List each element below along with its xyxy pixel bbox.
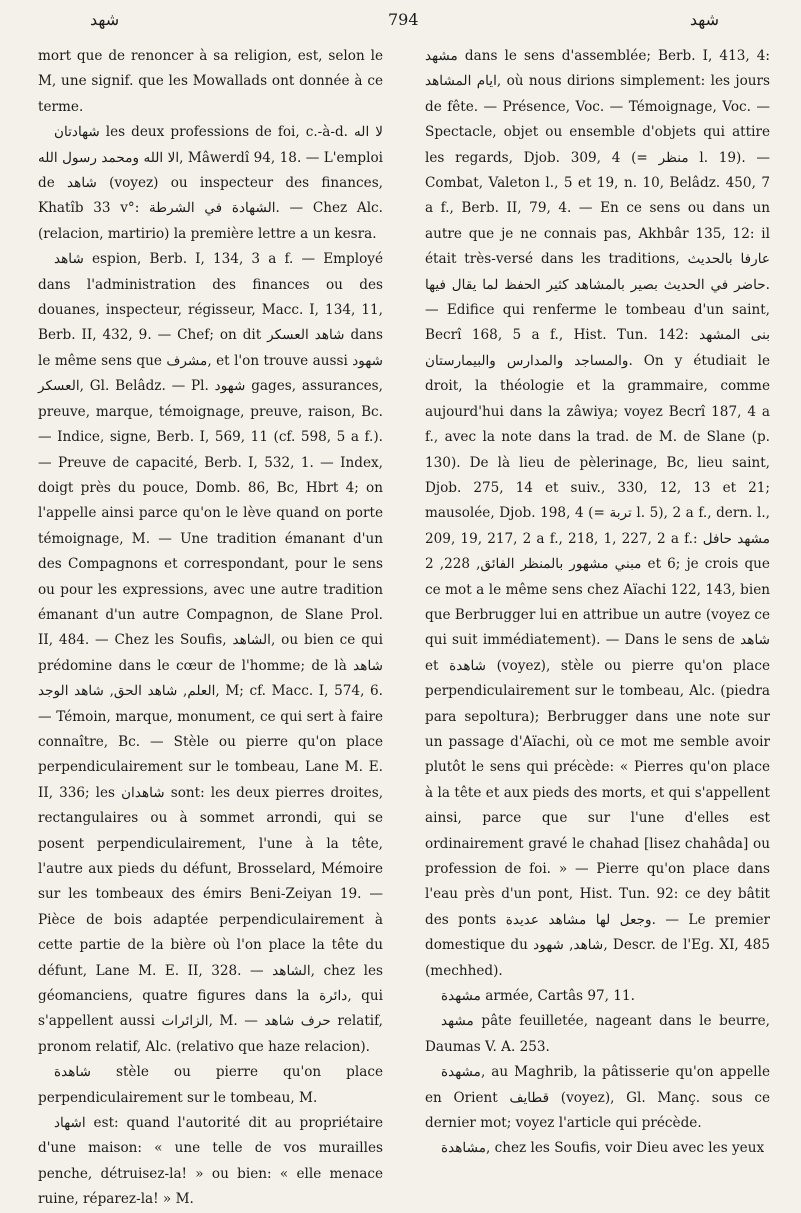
paragraph: مشاهدة, chez les Soufis, voir Dieu avec les yeux bbox=[441, 1140, 765, 1157]
right-column bbox=[425, 44, 771, 1157]
paragraph: mort que de renoncer à sa religion, est, selon le M, une signif. que les Mowallads ont donnée à ce terme. bbox=[38, 48, 383, 115]
headword-right: شهد bbox=[689, 10, 719, 29]
paragraph: مشهدة, au Maghrib, la pâtisserie qu'on appelle en Orient قطايف (voyez), Gl. Manç. sous ce dernier mot; voyez l'article qui précède. bbox=[425, 1064, 770, 1132]
paragraph: شاهد espion, Berb. I, 134, 3 a f. — Employé dans l'administration des finances ou des douanes, inspecteur, régisseur, Macc. I, 134, 11, Berb. II, 432, 9. — Chef; on dit شاهد العسكر dans le même sens que مشرف, et l'on trouve aussi شهود العسكر, Gl. Belâdz. — Pl. شهود gages, assurances, preuve, marque, témoignage, preuve, raison, Bc. — Indice, signe, Berb. I, 569, 11 (cf. 598, 5 a f.). — Preuve de capacité, Berb. I, 532, 1. — Index, doigt près du pouce, Domb. 86, Bc, Hbrt 4; on l'appelle ainsi parce qu'on le lève quand on porte témoignage, M. — Une tradition émanant d'un des Compagnons et correspondant, pour le sens ou pour les expressions, avec une autre tradition émanant d'un autre Compagnon, de Slane Prol. II, 484. — Chez les Soufis, الشاهد, ou bien ce qui prédomine dans le cœur de l'homme; de là شاهد العلم, شاهد الحق, شاهد الوجد, M; cf. Macc. I, 574, 6. — Témoin, marque, monument, ce qui sert à faire connaître, Bc. — Stèle ou pierre qu'on place perpendiculairement sur le tombeau, Lane M. E. II, 336; les شاهدان sont: les deux pierres droites, rectangulaires ou à sommet arrondi, qui se posent perpendiculairement, l'une à la tête, l'autre aux pieds du défunt, Brosselard, Mémoire sur les tombeaux des émirs Beni-Zeiyan 19. — Pièce de bois adaptée perpendiculairement à cette partie de la bière où l'on place la tête du défunt, Lane M. E. II, 328. — الشاهد, chez les géomanciens, quatre figures dans la دائرة, qui s'appellent aussi الزائرات, M. — حرف شاهد relatif, pronom relatif, Alc. (relativo que haze relacion). bbox=[38, 251, 384, 1055]
paragraph: اشهاد est: quand l'autorité dit au propriétaire d'une maison: « une telle de vos murailles penche, détruisez-la! » ou bien: « elle menace ruine, réparez-la! » M. bbox=[38, 1115, 383, 1208]
paragraph: شاهدة stèle ou pierre qu'on place perpendiculairement sur le tombeau, M. bbox=[38, 1064, 383, 1106]
page-number: 794 bbox=[388, 10, 419, 29]
column-gutter bbox=[404, 40, 405, 1120]
paragraph: مشهد pâte feuilletée, nageant dans le beurre, Daumas V. A. 253. bbox=[425, 1013, 770, 1055]
paragraph: مشهد dans le sens d'assemblée; Berb. I, 413, 4: ايام المشاهد, où nous dirions simplement: les jours de fête. — Présence, Voc. — Témoignage, Voc. — Spectacle, objet ou ensemble d'objets qui attire les regards, Djob. 309, 4 (= منظر l. 19). — Combat, Valeton l., 5 et 19, n. 10, Belâdz. 450, 7 a f., Berb. II, 79, 4. — En ce sens ou dans un autre que je ne connais pas, Akhbâr 135, 12: il était très-versé dans les traditions, عارفا بالحديث حاضر في الحديث بصير بالمشاهد كثير الحفظ لما يقال فيها. — Edifice qui renferme le tombeau d'un saint, Becrî 168, 5 a f., Hist. Tun. 142: بنى المشهد والمساجد والمدارس والبيمارستان. On y étudiait le droit, la théologie et la grammaire, comme aujourd'hui dans la zâwiya; voyez Becrî 187, 4 a f., avec la note dans la trad. de M. de Slane (p. 130). De là lieu de pèlerinage, Bc, lieu saint, Djob. 275, 14 et suiv., 330, 12, 13 et 21; mausolée, Djob. 198, 4 (= تربة l. 5), 2 a f., dern. l., 209, 19, 217, 2 a f., 218, 1, 227, 2 a f.: مشهد حافل مبني مشهور بالمنظر الفائق, 228, 2 et 6; je crois que ce mot a le même sens chez Aïachi 122, 143, bien que Berbrugger lui en attribue un autre (voyez ce qui suit immédiatement). — Dans le sens de شاهد et شاهدة (voyez), stèle ou pierre qu'on place perpendiculairement sur le tombeau, Alc. (piedra para sepoltura); Berbrugger dans une note sur un passage d'Aïachi, où ce mot me semble avoir plutôt le sens qui précède: « Pierres qu'on place à la tête et aux pieds des morts, et qui s'appellent ainsi, parce que sur l'une d'elles est ordinairement gravé le chahad [lisez chahâda] ou profession de foi. » — Pierre qu'on place dans l'eau près d'un pont, Hist. Tun. 92: ce dey bâtit des ponts وجعل لها مشاهد عديدة. — Le premier domestique du شاهد, شهود, Descr. de l'Eg. XI, 485 (mechhed). bbox=[425, 48, 771, 979]
running-header bbox=[0, 10, 801, 40]
paragraph: مشهدة armée, Cartâs 97, 11. bbox=[441, 988, 635, 1005]
paragraph: شهادتان les deux professions de foi, c.-à-d. لا اله الا الله ومحمد رسول الله, Mâwerdî 94, 18. — L'emploi de شاهد (voyez) ou inspecteur des finances, Khatîb 33 v°: الشهادة في الشرطة. — Chez Alc. (relacion, martirio) la première lettre a un kesra. bbox=[38, 124, 384, 242]
left-column bbox=[38, 44, 384, 1208]
headword-left: شهد bbox=[90, 10, 120, 29]
